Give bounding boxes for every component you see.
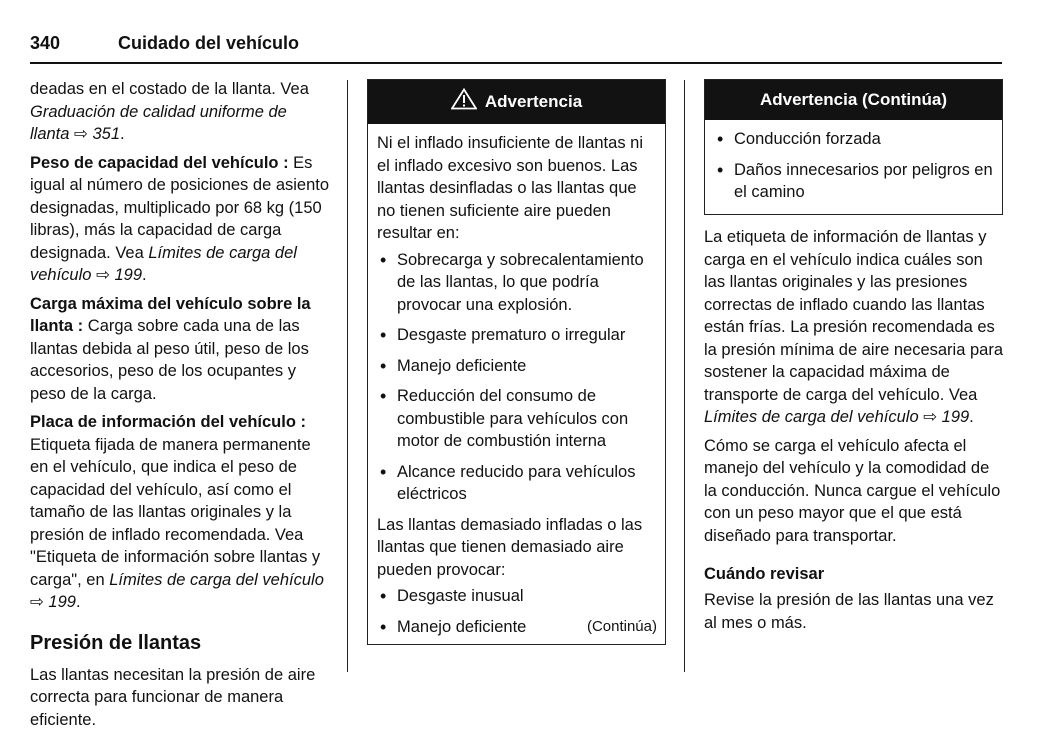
section-heading: Presión de llantas [30, 631, 202, 654]
page-number: 340 [30, 33, 61, 53]
page-arrow-icon: ⇨ [96, 266, 110, 284]
paragraph: La etiqueta de información de llantas y carga en el vehículo indica cuáles son las llantas originales y las presiones correctas de inflado cuando las llantas están frías. La presión recomendada es la presión mínima de aire necesaria para sostener la capacidad máxima de transporte de carga del vehículo. Vea Límites de carga del vehículo ⇨ 199. [704, 228, 1003, 426]
term-label: Placa de información del vehículo : [30, 413, 306, 431]
warning-list [714, 128, 993, 204]
warning-box-continued [704, 79, 1003, 215]
definition-paragraph: Carga máxima del vehículo sobre la llanta : Carga sobre cada una de las llantas debida al peso útil, peso de los accesorios, peso de los ocupantes y peso de la carga. [30, 294, 311, 403]
page-reference[interactable]: 351 [92, 125, 120, 143]
warning-box [367, 79, 666, 645]
column-right [704, 226, 1004, 640]
page-reference[interactable]: 199 [114, 266, 143, 284]
column-divider [347, 80, 348, 672]
page-header [30, 30, 1002, 64]
warning-header [705, 80, 1002, 120]
page-arrow-icon: ⇨ [30, 593, 44, 611]
paragraph: Revise la presión de las llantas una vez al mes o más. [704, 591, 994, 632]
warning-title: Advertencia (Continúa) [759, 90, 948, 109]
list-item: • Daños innecesarios por peligros en el camino [714, 159, 993, 204]
list-item: • Manejo deficiente [377, 355, 656, 378]
page-arrow-icon: ⇨ [923, 408, 938, 426]
cross-reference[interactable]: Límites de carga del vehículo [30, 243, 297, 284]
paragraph: Las llantas necesitan la presión de aire correcta para funcionar de manera eficiente. [30, 665, 316, 729]
list-item: • Conducción forzada [714, 128, 993, 151]
list-item: • Desgaste inusual [377, 585, 656, 608]
list-item: • Alcance reducido para vehículos eléctricos [377, 461, 656, 506]
subsection-heading: Cuándo revisar [704, 565, 825, 583]
page-arrow-icon: ⇨ [74, 125, 88, 143]
list-item: • Desgaste prematuro o irregular [377, 324, 656, 347]
warning-outro: Las llantas demasiado infladas o las llantas que tienen demasiado aire pueden provocar: [377, 515, 643, 579]
warning-intro: Ni el inflado insuficiente de llantas ni el inflado excesivo son buenos. Las llantas desinfladas o las llantas que no tienen suficiente aire pueden resultar en: [377, 134, 643, 242]
definition-paragraph: Placa de información del vehículo : Etiqueta fijada de manera permanente en el vehículo, que indica el peso de capacidad del vehículo, así como el tamaño de las llantas originales y la presión de inflado recomendada. Vea "Etiqueta de información sobre llantas y carga", en Límites de carga del vehículo ⇨ 199. [30, 413, 324, 611]
section-title: Cuidado del vehículo [118, 33, 300, 53]
warning-triangle-icon [451, 88, 477, 110]
paragraph: deadas en el costado de la llanta. Vea Graduación de calidad uniforme de llanta ⇨ 351. [30, 80, 309, 143]
column-divider [684, 80, 685, 672]
page-reference[interactable]: 199 [941, 408, 970, 426]
continued-label: (Continúa) [586, 617, 657, 635]
warning-header [368, 80, 665, 124]
list-item: • Sobrecarga y sobrecalentamiento de las llantas, lo que podría provocar una explosión. [377, 249, 656, 317]
column-left [30, 78, 330, 737]
cross-reference[interactable]: Límites de carga del vehículo [704, 408, 919, 426]
warning-title: Advertencia [484, 92, 583, 111]
cross-reference[interactable]: Límites de carga del vehículo [109, 570, 324, 589]
list-item: • Manejo deficiente [377, 616, 656, 639]
term-label: Carga máxima del vehículo sobre la llanta : [30, 294, 311, 335]
page-reference[interactable]: 199 [48, 593, 76, 611]
cross-reference[interactable]: Graduación de calidad uniforme de llanta [30, 102, 287, 143]
warning-list [377, 249, 656, 506]
paragraph: Cómo se carga el vehículo afecta el manejo del vehículo y la comodidad de la conducción. Nunca cargue el vehículo con un peso mayor que el que está diseñado para transportar. [704, 436, 1001, 545]
term-label: Peso de capacidad del vehículo : [30, 153, 289, 172]
definition-paragraph: Peso de capacidad del vehículo : Es igual al número de posiciones de asiento designadas, multiplicado por 68 kg (150 libras), más la capacidad de carga designada. Vea Límites de carga del vehículo ⇨ 199. [30, 153, 330, 284]
list-item: • Reducción del consumo de combustible para vehículos con motor de combustión interna [377, 385, 656, 453]
